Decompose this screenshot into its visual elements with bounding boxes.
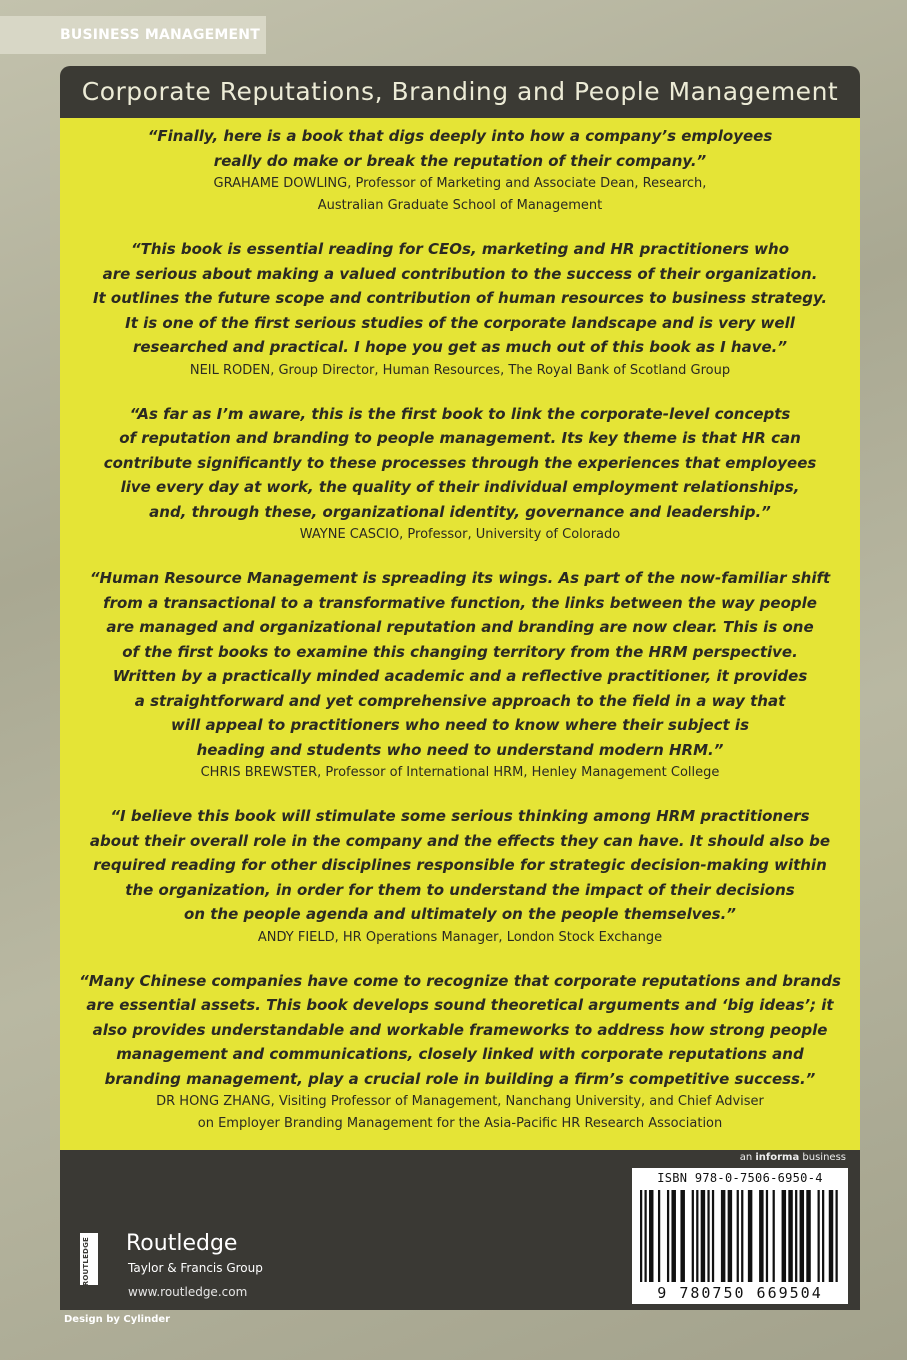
endorsement-quote-line: Written by a practically minded academic and a reflective practitioner, it provides <box>112 667 808 685</box>
endorsement-quote-line: required reading for other disciplines responsible for strategic decision-making within <box>93 856 827 874</box>
book-title: Corporate Reputations, Branding and People Management <box>60 66 860 118</box>
endorsement-attribution: on Employer Branding Management for the Asia-Pacific HR Research Association <box>197 1116 723 1131</box>
endorsement-attribution: CHRIS BREWSTER, Professor of International HRM, Henley Management College <box>200 765 720 780</box>
endorsement-quote-line: will appeal to practitioners who need to know where their subject is <box>170 716 750 734</box>
barcode-bar <box>748 1190 752 1282</box>
endorsement-attribution: NEIL RODEN, Group Director, Human Resources, The Royal Bank of Scotland Group <box>189 362 731 378</box>
barcode-bar <box>759 1190 763 1282</box>
barcode-bar <box>644 1190 646 1282</box>
endorsement-quote-line: are essential assets. This book develops sound theoretical arguments and ‘big ideas’; it <box>86 996 834 1014</box>
endorsement <box>74 804 846 949</box>
publisher-name: Routledge <box>126 1231 238 1256</box>
endorsement-attribution: DR HONG ZHANG, Visiting Professor of Management, Nanchang University, and Chief Adviser <box>156 1094 764 1109</box>
barcode-bar <box>782 1190 786 1282</box>
endorsement-quote-line: live every day at work, the quality of their individual employment relationships, <box>120 478 800 496</box>
barcode-bar <box>658 1190 660 1282</box>
barcode-bar <box>836 1190 838 1282</box>
barcode-bar <box>829 1190 833 1282</box>
endorsement-quote-line: from a transactional to a transformative function, the links between the way people <box>103 593 817 612</box>
barcode-bar <box>707 1190 709 1282</box>
barcode-bar <box>728 1190 732 1282</box>
barcode-bar <box>692 1190 694 1282</box>
barcode-bar <box>721 1190 725 1282</box>
endorsement-quote-line: management and communications, closely linked with corporate reputations and <box>116 1045 804 1063</box>
endorsement <box>74 124 846 217</box>
barcode-bar <box>818 1190 820 1282</box>
endorsement-attribution: Australian Graduate School of Management <box>317 198 603 213</box>
endorsement-quote-line: “Finally, here is a book that digs deeply into how a company’s employees <box>147 127 773 145</box>
endorsement-quote-line: also provides understandable and workable frameworks to address how strong people <box>92 1020 828 1039</box>
barcode-bar <box>671 1190 675 1282</box>
endorsement-quote-line: contribute significantly to these processes through the experiences that employees <box>103 453 817 472</box>
endorsement-quote-line: heading and students who need to understand modern HRM.” <box>196 740 724 759</box>
endorsement-quote-line: about their overall role in the company and the effects they can have. It should also be <box>89 831 831 850</box>
publisher-band <box>60 1150 860 1310</box>
endorsement-quote-line: the organization, in order for them to understand the impact of their decisions <box>125 880 795 899</box>
barcode-bar <box>667 1190 669 1282</box>
endorsement-quote-line: It outlines the future scope and contribution of human resources to business strategy. <box>92 289 828 307</box>
design-credit: Design by Cylinder <box>64 1314 171 1325</box>
endorsement <box>74 969 846 1136</box>
endorsement-quote-line: are managed and organizational reputation and branding are now clear. This is one <box>106 618 814 636</box>
ean-number: 9 780750 669504 <box>657 1284 823 1302</box>
category-label: BUSINESS MANAGEMENT <box>0 16 266 54</box>
routledge-logo <box>80 1230 300 1300</box>
endorsement-quote-line: “Many Chinese companies have come to recognize that corporate reputations and brands <box>79 971 841 990</box>
barcode-bar <box>701 1190 705 1282</box>
isbn-text: ISBN 978-0-7506-6950-4 <box>657 1171 823 1185</box>
publisher-url: www.routledge.com <box>128 1285 248 1299</box>
barcode-bar <box>788 1190 792 1282</box>
endorsement <box>74 402 846 547</box>
endorsement-quote-line: It is one of the first serious studies of the corporate landscape and is very well <box>125 313 795 332</box>
barcode-bar <box>806 1190 810 1282</box>
endorsement <box>74 237 846 382</box>
barcode-bar <box>640 1190 642 1282</box>
endorsement-quote-line: really do make or break the reputation of their company.” <box>213 151 707 170</box>
barcode-bar <box>822 1190 824 1282</box>
endorsement-quote-line: “As far as I’m aware, this is the first book to link the corporate-level concepts <box>129 404 791 423</box>
endorsement-attribution: WAYNE CASCIO, Professor, University of Colorado <box>299 527 621 542</box>
publisher-group: Taylor & Francis Group <box>128 1261 263 1275</box>
endorsement <box>74 566 846 784</box>
barcode-bar <box>712 1190 714 1282</box>
endorsement-quote-line: of the first books to examine this changing territory from the HRM perspective. <box>122 642 798 661</box>
barcode-bar <box>737 1190 739 1282</box>
barcode-bar <box>766 1190 768 1282</box>
endorsement-quote-line: and, through these, organizational identity, governance and leadership.” <box>149 502 771 521</box>
informa-tagline: an informa business <box>739 1152 846 1163</box>
endorsement-attribution: GRAHAME DOWLING, Professor of Marketing and Associate Dean, Research, <box>213 176 707 191</box>
routledge-mark-icon: ROUTLEDGE <box>80 1233 98 1285</box>
barcode-bar <box>795 1190 797 1282</box>
endorsements-panel <box>60 118 860 1150</box>
endorsement-quote-line: researched and practical. I hope you get as much out of this book as I have.” <box>132 338 788 356</box>
barcode-bar <box>680 1190 684 1282</box>
barcode-bars <box>638 1190 842 1282</box>
isbn-barcode <box>632 1168 848 1304</box>
endorsement-quote-line: are serious about making a valued contribution to the success of their organization. <box>102 264 818 283</box>
barcode-bar <box>773 1190 775 1282</box>
endorsement-quote-line: on the people agenda and ultimately on the people themselves.” <box>184 905 736 923</box>
endorsement-quote-line: “I believe this book will stimulate some serious thinking among HRM practitioners <box>110 807 810 825</box>
endorsement-quote-line: “This book is essential reading for CEOs, marketing and HR practitioners who <box>130 240 789 258</box>
endorsement-attribution: ANDY FIELD, HR Operations Manager, London Stock Exchange <box>257 929 663 945</box>
barcode-bar <box>741 1190 743 1282</box>
barcode-bar <box>649 1190 653 1282</box>
endorsement-quote-line: of reputation and branding to people management. Its key theme is that HR can <box>119 429 801 447</box>
endorsement-quote-line: a straightforward and yet comprehensive approach to the field in a way that <box>134 691 786 710</box>
endorsement-quote-line: branding management, play a crucial role in building a firm’s competitive success.” <box>104 1069 816 1088</box>
endorsement-quote-line: “Human Resource Management is spreading its wings. As part of the now-familiar shift <box>89 569 831 587</box>
barcode-bar <box>800 1190 804 1282</box>
barcode-bar <box>696 1190 698 1282</box>
